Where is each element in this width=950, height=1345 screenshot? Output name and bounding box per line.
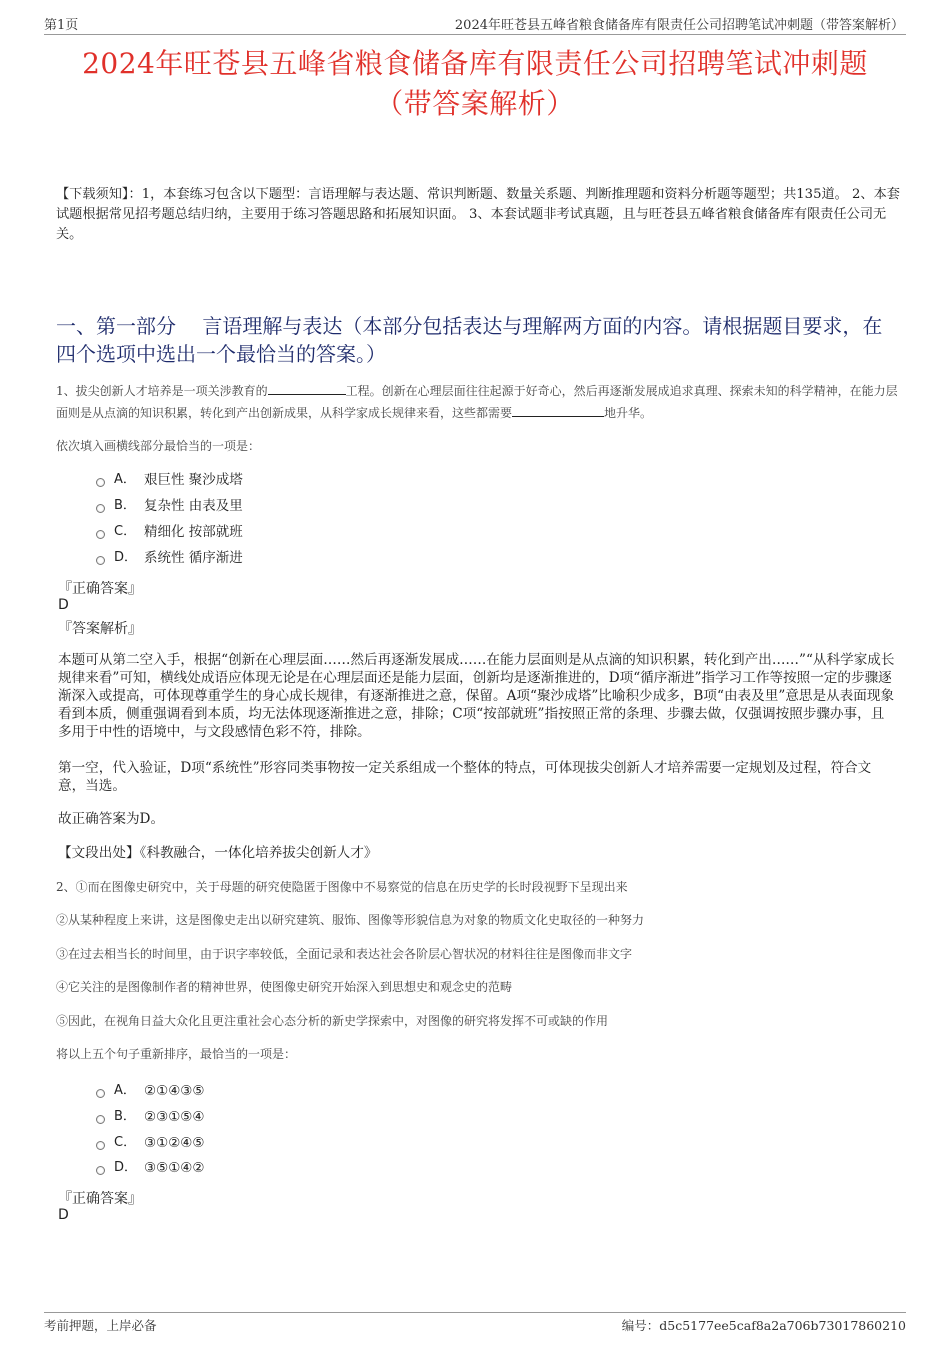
radio-icon[interactable] <box>96 530 105 539</box>
option-letter: C． <box>114 524 137 539</box>
option-text: 精细化 按部就班 <box>144 524 243 540</box>
option-letter: B． <box>114 1109 136 1124</box>
fill-blank-2 <box>512 402 604 417</box>
document-title <box>40 44 910 124</box>
q1-answer-value: D <box>58 597 69 613</box>
q2-sentence-3: ③在过去相当长的时间里，由于识字率较低，全面记录和表达社会各阶层心智状况的材料往往是图像而非文字 <box>56 947 633 961</box>
q1-answer-label: 『正确答案』 <box>58 581 142 597</box>
header-divider <box>44 34 906 35</box>
q1-source: 【文段出处】《科教融合，一体化培养拔尖创新人才》 <box>58 845 378 861</box>
q2-option-c[interactable] <box>96 1132 205 1154</box>
option-letter: A． <box>114 472 136 487</box>
radio-icon[interactable] <box>96 1141 105 1150</box>
download-notice: 【下载须知】：1，本套练习包含以下题型：言语理解与表达题、常识判断题、数量关系题、判断推理题和资料分析题等题型；共135道。 2、本套试题根据常见招考题总结归纳，主要用于练习答题思路和拓展知识面。 3、本套试题非考试真题，且与旺苍县五峰省粮食储备库有限责任公司无关。 <box>56 187 900 242</box>
option-text: 复杂性 由表及里 <box>144 498 243 514</box>
q2-answer-value: D <box>58 1207 69 1223</box>
option-text: ②①④③⑤ <box>144 1083 205 1099</box>
option-letter: D． <box>114 1160 138 1175</box>
q2-sentence-1: 2、①而在图像史研究中，关于母题的研究使隐匿于图像中不易察觉的信息在历史学的长时段视野下呈现出来 <box>56 880 628 894</box>
option-text: 系统性 循序渐进 <box>144 550 243 566</box>
option-letter: A． <box>114 1083 136 1098</box>
q2-option-d[interactable] <box>96 1157 205 1179</box>
q1-option-a[interactable] <box>96 469 243 491</box>
footer-slogan: 考前押题，上岸必备 <box>44 1318 157 1333</box>
q2-sentence-4: ④它关注的是图像制作者的精神世界，使图像史研究开始深入到思想史和观念史的范畴 <box>56 980 513 994</box>
radio-icon[interactable] <box>96 1166 105 1175</box>
running-header-title: 2024年旺苍县五峰省粮食储备库有限责任公司招聘笔试冲刺题（带答案解析） <box>454 18 904 33</box>
q1-analysis-paragraph-1: 本题可从第二空入手，根据“创新在心理层面……然后再逐渐发展成……在能力层面则是从点滴的知识积累，转化到产出……”“从科学家成长规律来看”可知，横线处成语应体现无论是在心理层面还是能力层面，创新均是逐渐推进的，D项“循序渐进”指学习工作等按照一定的步骤逐渐深入或提高，可体现尊重学生的身心成长规律，有逐渐推进之意，保留。A项“聚沙成塔”比喻积少成多，B项“由表及里”意思是从表面现象看到本质，侧重强调看到本质，均无法体现逐渐推进之意，排除；C项“按部就班”指按照正常的条理、步骤去做，仅强调按照步骤办事，且多用于中性的语境中，与文段感情色彩不符，排除。 <box>58 652 895 740</box>
q1-option-b[interactable] <box>96 495 243 517</box>
q1-stem-part3: 地升华。 <box>604 406 653 420</box>
q1-stem-part1: 1、拔尖创新人才培养是一项关涉教育的 <box>56 384 268 398</box>
q2-instruction: 将以上五个句子重新排序，最恰当的一项是： <box>56 1047 297 1061</box>
q1-stem-part2: 工程。创新在心理层面往往起源于好奇心，然后再逐渐发展成追求真理、探索未知的科学精神，在能力层面则是从点滴的知识积累，转化到产出创新成果，从科学家成长规律来看，这些都需要 <box>56 384 898 420</box>
document-id: 编号：d5c5177ee5caf8a2a706b73017860210 <box>621 1318 906 1333</box>
radio-icon[interactable] <box>96 1115 105 1124</box>
q1-analysis-label: 『答案解析』 <box>58 621 142 637</box>
question-1-instruction: 依次填入画横线部分最恰当的一项是： <box>56 439 261 453</box>
option-text: 艰巨性 聚沙成塔 <box>144 472 243 488</box>
radio-icon[interactable] <box>96 478 105 487</box>
q1-analysis-paragraph-2: 第一空，代入验证，D项“系统性”形容同类事物按一定关系组成一个整体的特点，可体现拔尖创新人才培养需要一定规划及过程，符合文意，当选。 <box>58 760 872 794</box>
option-letter: C． <box>114 1135 137 1150</box>
q2-option-a[interactable] <box>96 1080 205 1102</box>
option-letter: D． <box>114 550 138 565</box>
option-text: ③①②④⑤ <box>144 1135 205 1151</box>
q2-sentence-2: ②从某种程度上来讲，这是图像史走出以研究建筑、服饰、图像等形貌信息为对象的物质文化史取径的一种努力 <box>56 913 645 927</box>
fill-blank-1 <box>268 380 346 395</box>
q2-answer-label: 『正确答案』 <box>58 1191 142 1207</box>
option-text: ②③①⑤④ <box>144 1109 205 1125</box>
q1-option-c[interactable] <box>96 521 243 543</box>
option-text: ③⑤①④② <box>144 1160 205 1176</box>
question-1-stem <box>56 380 904 424</box>
page-number: 第1页 <box>44 18 79 33</box>
title-line-1: 2024年旺苍县五峰省粮食储备库有限责任公司招聘笔试冲刺题 <box>82 47 868 80</box>
section-heading: 一、第一部分 言语理解与表达（本部分包括表达与理解两方面的内容。请根据题目要求，在四个选项中选出一个最恰当的答案。） <box>56 314 883 366</box>
radio-icon[interactable] <box>96 1089 105 1098</box>
option-letter: B． <box>114 498 136 513</box>
radio-icon[interactable] <box>96 556 105 565</box>
radio-icon[interactable] <box>96 504 105 513</box>
q1-option-d[interactable] <box>96 547 243 569</box>
title-line-2: （带答案解析） <box>375 87 575 120</box>
q1-analysis-conclusion: 故正确答案为D。 <box>58 811 165 827</box>
q2-sentence-5: ⑤因此，在视角日益大众化且更注重社会心态分析的新史学探索中，对图像的研究将发挥不可或缺的作用 <box>56 1014 609 1028</box>
q2-option-b[interactable] <box>96 1106 205 1128</box>
footer-divider <box>44 1312 906 1313</box>
